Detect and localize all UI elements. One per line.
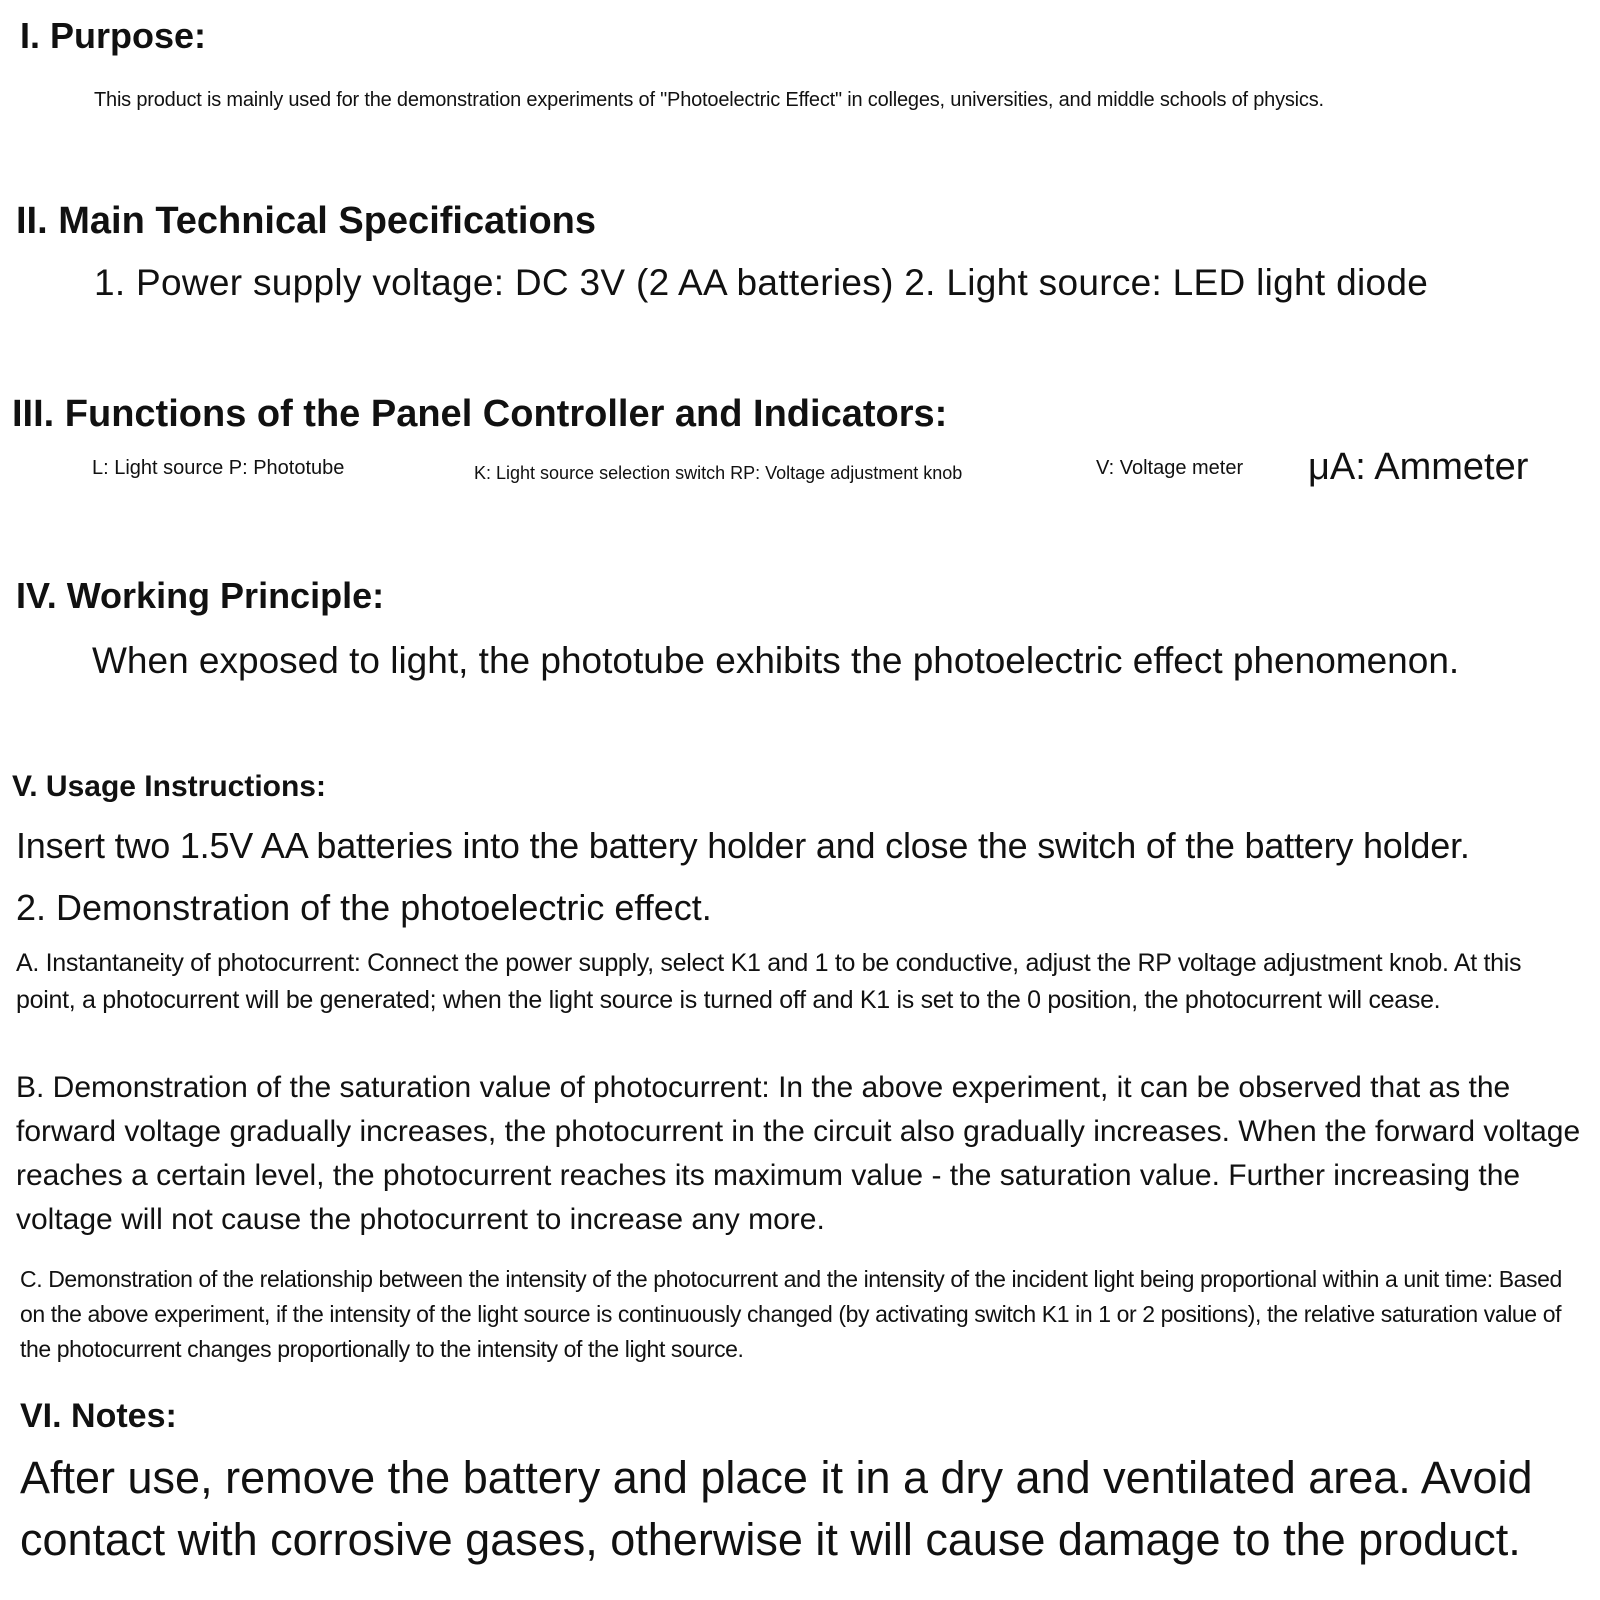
usage-step-2: 2. Demonstration of the photoelectric effect.: [16, 887, 712, 928]
label-switch-knob: K: Light source selection switch RP: Voltage adjustment knob: [474, 463, 963, 483]
usage-heading: V. Usage Instructions:: [12, 770, 326, 803]
usage-item-a: A. Instantaneity of photocurrent: Connect the power supply, select K1 and 1 to be conductive, adjust the RP voltage adjustment knob. At this point, a photocurrent will be generated; when the light source is turned off and K1 is set to the 0 position, the photocurrent will cease.: [16, 949, 1522, 1014]
label-voltage-meter: V: Voltage meter: [1096, 457, 1244, 479]
functions-heading: III. Functions of the Panel Controller and Indicators:: [12, 393, 948, 435]
usage-step-1: Insert two 1.5V AA batteries into the battery holder and close the switch of the battery holder.: [16, 825, 1470, 866]
label-light-source-phototube: L: Light source P: Phototube: [92, 457, 345, 479]
notes-text: After use, remove the battery and place it in a dry and ventilated area. Avoid contact with corrosive gases, otherwise it will cause damage to the product.: [20, 1452, 1533, 1565]
notes-heading: VI. Notes:: [20, 1397, 177, 1435]
label-ammeter: μA: Ammeter: [1308, 446, 1529, 488]
usage-item-b: B. Demonstration of the saturation value of photocurrent: In the above experiment, it can be observed that as the forward voltage gradually increases, the photocurrent in the circuit also gradually increases. When the forward voltage reaches a certain level, the photocurrent reaches its maximum value - the saturation value. Further increasing the voltage will not cause the photocurrent to increase any more.: [16, 1071, 1581, 1236]
purpose-heading: I. Purpose:: [20, 15, 207, 56]
purpose-text: This product is mainly used for the demonstration experiments of "Photoelectric Effect" in colleges, universities, and middle schools of physics.: [94, 89, 1324, 111]
principle-text: When exposed to light, the phototube exhibits the photoelectric effect phenomenon.: [92, 640, 1460, 681]
specs-heading: II. Main Technical Specifications: [16, 200, 597, 242]
usage-item-c: C. Demonstration of the relationship between the intensity of the photocurrent and the intensity of the incident light being proportional within a unit time: Based on the above experiment, if the intensity of the light source is continuously changed (by activating switch K1 in 1 or 2 positions), the relative saturation value of the photocurrent changes proportionally to the intensity of the light source.: [20, 1266, 1562, 1362]
principle-heading: IV. Working Principle:: [16, 575, 385, 616]
specs-text: 1. Power supply voltage: DC 3V (2 AA batteries) 2. Light source: LED light diode: [94, 262, 1429, 303]
